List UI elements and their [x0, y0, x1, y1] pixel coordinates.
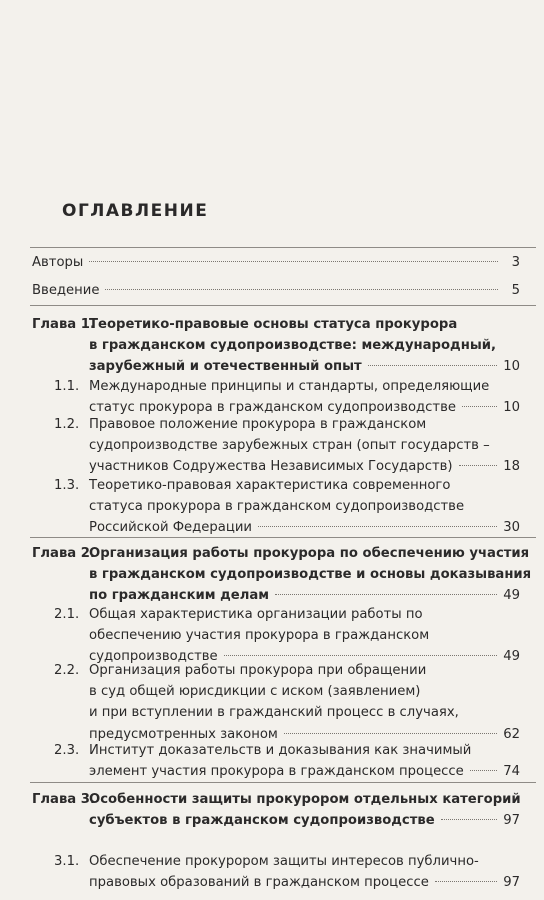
page-number: 74 — [503, 764, 520, 780]
entry-leader-row — [89, 762, 520, 782]
entry-title-line: зарубежный и отечественный опыт — [89, 359, 362, 375]
section-number: 2.2. — [54, 663, 80, 678]
entry-leader-row — [89, 586, 520, 606]
section-number: 1.2. — [54, 417, 80, 432]
entry-title-line: Институт доказательств и доказывания как значимый — [89, 743, 472, 758]
section-number: 1.1. — [54, 379, 80, 394]
dot-leader — [470, 770, 497, 771]
entry-title-line: Теоретико-правовая характеристика современного — [89, 478, 451, 493]
entry-leader-row — [89, 357, 520, 377]
dot-leader — [441, 819, 498, 820]
page-number: 49 — [503, 588, 520, 604]
entry-title-line: Теоретико-правовые основы статуса прокурора — [89, 317, 458, 332]
chapter-label: Глава 3. — [32, 792, 95, 807]
entry-title-line: Организация работы прокурора по обеспечению участия — [89, 546, 530, 561]
entry-title-line: элемент участия прокурора в гражданском процессе — [89, 764, 464, 780]
toc-title: ОГЛАВЛЕНИЕ — [62, 201, 209, 221]
entry-title-line: судопроизводстве — [89, 649, 218, 665]
entry-title-line: предусмотренных законом — [89, 726, 278, 742]
entry-leader-row — [32, 253, 520, 273]
entry-title-line: в гражданском судопроизводстве и основы доказывания — [89, 567, 532, 583]
page-number: 49 — [503, 649, 520, 665]
entry-title-line: участников Содружества Независимых Государств) — [89, 459, 453, 475]
page-number: 3 — [511, 255, 520, 270]
dot-leader — [284, 733, 497, 734]
section-number: 3.1. — [54, 854, 80, 869]
page-number: 18 — [503, 459, 520, 475]
dot-leader — [105, 289, 498, 290]
dot-leader — [275, 594, 497, 595]
section-number: 2.3. — [54, 743, 80, 758]
entry-leader-row — [89, 518, 520, 538]
entry-title-line: в суд общей юрисдикции с иском (заявлением) — [89, 684, 421, 700]
entry-title-line: Введение — [32, 283, 100, 298]
entry-title-line: субъектов в гражданском судопроизводстве — [89, 813, 435, 829]
page-number: 97 — [503, 875, 520, 891]
entry-leader-row — [89, 457, 520, 477]
entry-leader-row — [89, 811, 520, 831]
entry-title-line: Российской Федерации — [89, 520, 252, 536]
entry-title-line: правовых образований в гражданском процессе — [89, 875, 429, 891]
section-number: 1.3. — [54, 478, 80, 493]
separator-line — [30, 305, 536, 306]
chapter-label: Глава 2. — [32, 546, 95, 561]
separator-line — [30, 247, 536, 248]
entry-title-line: в гражданском судопроизводстве: международный, — [89, 338, 496, 354]
entry-title-line: Обеспечение прокурором защиты интересов публично- — [89, 854, 479, 869]
entry-title-line: Организация работы прокурора при обращении — [89, 663, 427, 678]
entry-title-line: Общая характеристика организации работы по — [89, 607, 423, 622]
dot-leader — [368, 365, 498, 366]
entry-title-line: судопроизводстве зарубежных стран (опыт государств – — [89, 438, 490, 454]
dot-leader — [462, 406, 497, 407]
chapter-label: Глава 1. — [32, 317, 95, 332]
entry-title-line: статуса прокурора в гражданском судопроизводстве — [89, 499, 465, 515]
entry-title-line: по гражданским делам — [89, 588, 270, 604]
entry-title-line: обеспечению участия прокурора в гражданском — [89, 628, 430, 644]
dot-leader — [89, 261, 498, 262]
entry-title-line: Правовое положение прокурора в гражданском — [89, 417, 427, 432]
section-number: 2.1. — [54, 607, 80, 622]
page-number: 62 — [503, 726, 520, 742]
entry-leader-row — [89, 873, 520, 893]
entry-title-line: и при вступлении в гражданский процесс в случаях, — [89, 705, 459, 721]
dot-leader — [459, 465, 498, 466]
entry-title-line: Особенности защиты прокурором отдельных категорий — [89, 792, 521, 807]
page-number: 97 — [503, 813, 520, 829]
entry-title-line: Международные принципы и стандарты, определяющие — [89, 379, 490, 394]
entry-leader-row — [32, 281, 520, 301]
entry-title-line: статус прокурора в гражданском судопроизводстве — [89, 400, 456, 416]
dot-leader — [435, 881, 497, 882]
page-number: 5 — [511, 283, 520, 298]
page-number: 10 — [503, 400, 520, 416]
dot-leader — [224, 655, 498, 656]
entry-title-line: Авторы — [32, 255, 84, 270]
dot-leader — [258, 526, 497, 527]
page-number: 30 — [503, 520, 520, 536]
page-number: 10 — [503, 359, 520, 375]
